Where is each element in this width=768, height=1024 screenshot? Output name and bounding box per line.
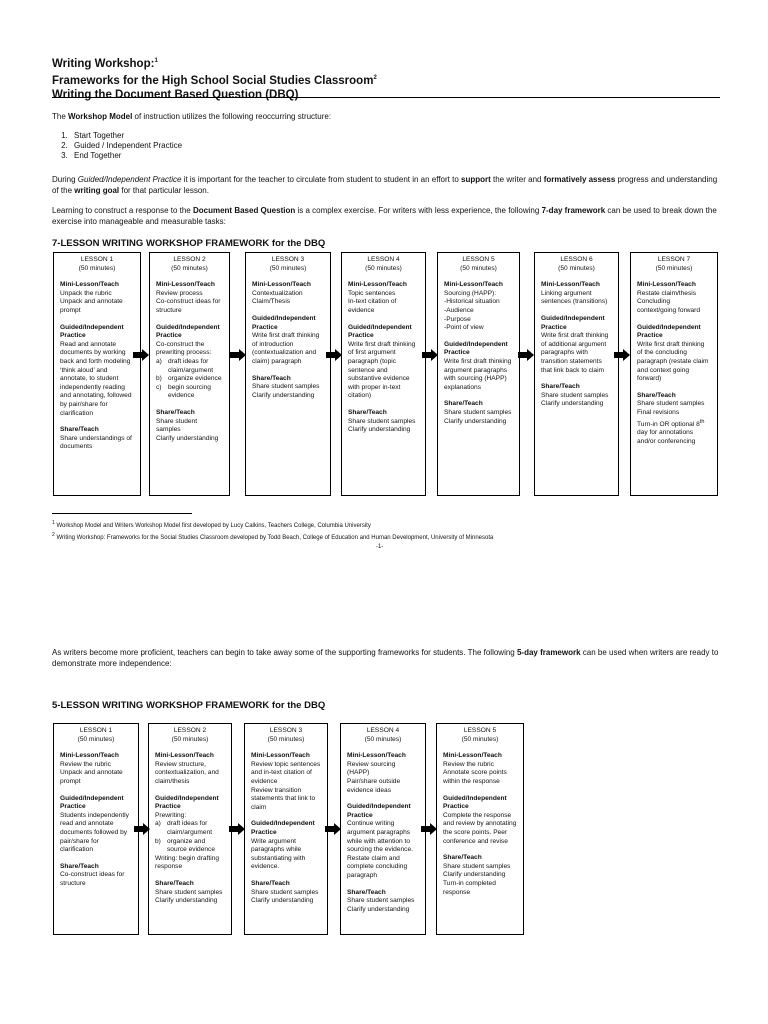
lesson-card: LESSON 7 (50 minutes) Mini-Lesson/Teach Restate claim/thesis Concluding context/going forward Guided/Independent Practice Write first draft thinking of the concluding paragraph (restate claim and context going forward) Share/Teach Share student samples Final revisions Turn-in OR optional 8th day for annotations and/or conferencing	[630, 252, 718, 496]
arrow-right-icon	[230, 349, 246, 361]
intro-paragraph: The Workshop Model of instruction utilizes the following reoccurring structure:	[52, 112, 332, 121]
page-number: -1-	[376, 544, 384, 550]
footnote-1: $^1$ Workshop Model and Writers Workshop Model first developed by Lucy Calkins, Teachers College, Columbia University	[52, 520, 371, 529]
document-header	[52, 54, 377, 102]
footnote-2: $^2$ Writing Workshop: Frameworks for the Social Studies Classroom developed by Todd Beach, College of Education and Human Development, University of Minnesota	[52, 532, 494, 541]
lesson-card: LESSON 3 (50 minutes) Mini-Lesson/Teach Review topic sentences and in-text citation of evidence Review transition statements that link to claim Guided/Independent Practice Write argument paragraphs while substantiating with evidence. Share/Teach Share student samples Clarify understanding	[244, 723, 328, 935]
arrow-right-icon	[133, 349, 149, 361]
arrow-right-icon	[421, 823, 437, 835]
lesson-card: LESSON 2 (50 minutes) Mini-Lesson/Teach Review structure, contextualization, and claim/thesis Guided/Independent Practice Prewriting: a) draft ideas for claim/argument b) organize and source evidence Writing: begin drafting response Share/Teach Share student samples Clarify understanding	[148, 723, 232, 935]
proficient-paragraph: As writers become more proficient, teachers can begin to take away some of the supporting frameworks for students. The following 5-day framework can be used when writers are ready to demonstrate more independence:	[52, 648, 719, 668]
lesson-card: LESSON 2 (50 minutes) Mini-Lesson/Teach Review process Co-construct ideas for structure Guided/Independent Practice Co-construct the prewriting process: a) draft ideas for claim/argument b) organize evidence c) begin sourcing evidence Share/Teach Share student samples Clarify understanding	[149, 252, 230, 496]
arrow-right-icon	[614, 349, 630, 361]
lesson-card: LESSON 3 (50 minutes) Mini-Lesson/Teach Contextualization Claim/Thesis Guided/Independent Practice Write first draft thinking of introduction (contextualization and claim) paragraph Share/Teach Share student samples Clarify understanding	[245, 252, 331, 496]
lesson-card: LESSON 6 (50 minutes) Mini-Lesson/Teach Linking argument sentences (transitions) Guided/Independent Practice Write first draft thinking of additional argument paragraphs with transition statements that link back to claim Share/Teach Share student samples Clarify understanding	[534, 252, 619, 496]
header-line-1: Writing Workshop:$^1$	[52, 57, 158, 70]
guided-practice-paragraph: During Guided/Independent Practice it is important for the teacher to circulate from student to student in an effort to support the writer and formatively assess progress and understanding of the writing goal for that particular lesson.	[52, 175, 718, 195]
arrow-right-icon	[229, 823, 245, 835]
section-title-5-lesson: 5-LESSON WRITING WORKSHOP FRAMEWORK for the DBQ	[52, 700, 326, 711]
header-line-2: Frameworks for the High School Social Studies Classroom$^2$	[52, 74, 377, 87]
lesson-card: LESSON 4 (50 minutes) Mini-Lesson/Teach Topic sentences In-text citation of evidence Guided/Independent Practice Write first draft thinking of first argument paragraph (topic sentence and substantive evidence with proper in-text citation) Share/Teach Share student samples Clarify understanding	[341, 252, 426, 496]
lesson-card: LESSON 5 (50 minutes) Mini-Lesson/Teach Sourcing (HAPP): -Historical situation -Audience -Purpose -Point of view Guided/Independent Practice Write first draft thinking argument paragraphs with sourcing (HAPP) explanations Share/Teach Share student samples Clarify understanding	[437, 252, 520, 496]
arrow-right-icon	[134, 823, 150, 835]
section-title-7-lesson: 7-LESSON WRITING WORKSHOP FRAMEWORK for the DBQ	[52, 238, 326, 249]
header-divider	[52, 97, 720, 98]
arrow-right-icon	[518, 349, 534, 361]
lesson-card: LESSON 1 (50 minutes) Mini-Lesson/Teach Unpack the rubric Unpack and annotate prompt Guided/Independent Practice Read and annotate documents by working back and forth modeling ‘think aloud’ and annotate, to student independently reading and annotating, followed by pair/share for clarification Share/Teach Share understandings of documents	[53, 252, 141, 496]
learning-paragraph: Learning to construct a response to the Document Based Question is a complex exercise. For writers with less experience, the following 7-day framework can be used to break down the exercise into manageable and measurable tasks:	[52, 206, 717, 226]
arrow-right-icon	[325, 823, 341, 835]
arrow-right-icon	[326, 349, 342, 361]
lesson-card: LESSON 5 (50 minutes) Mini-Lesson/Teach Review the rubric Annotate score points within the response Guided/Independent Practice Complete the response and review by annotating the score points. Peer conference and revise Share/Teach Share student samples Clarify understanding Turn-in completed response	[436, 723, 524, 935]
list-item: 2. Guided / Independent Practice	[70, 141, 182, 151]
list-item: 1. Start Together	[70, 131, 182, 141]
list-item: 3. End Together	[70, 151, 182, 161]
lesson-card: LESSON 4 (50 minutes) Mini-Lesson/Teach Review sourcing (HAPP) Pair/share outside evidence ideas Guided/Independent Practice Continue writing argument paragraphs while with attention to sourcing the evidence. Restate claim and complete concluding paragraph Share/Teach Share student samples Clarify understanding	[340, 723, 426, 935]
lesson-card: LESSON 1 (50 minutes) Mini-Lesson/Teach Review the rubric Unpack and annotate prompt Guided/Independent Practice Students independently read and annotate documents followed by pair/share for clarification Share/Teach Co-construct ideas for structure	[53, 723, 139, 935]
arrow-right-icon	[422, 349, 438, 361]
structure-list	[52, 131, 182, 161]
header-line-3: Writing the Document Based Question (DBQ)	[52, 88, 299, 101]
footnote-divider	[52, 513, 192, 514]
